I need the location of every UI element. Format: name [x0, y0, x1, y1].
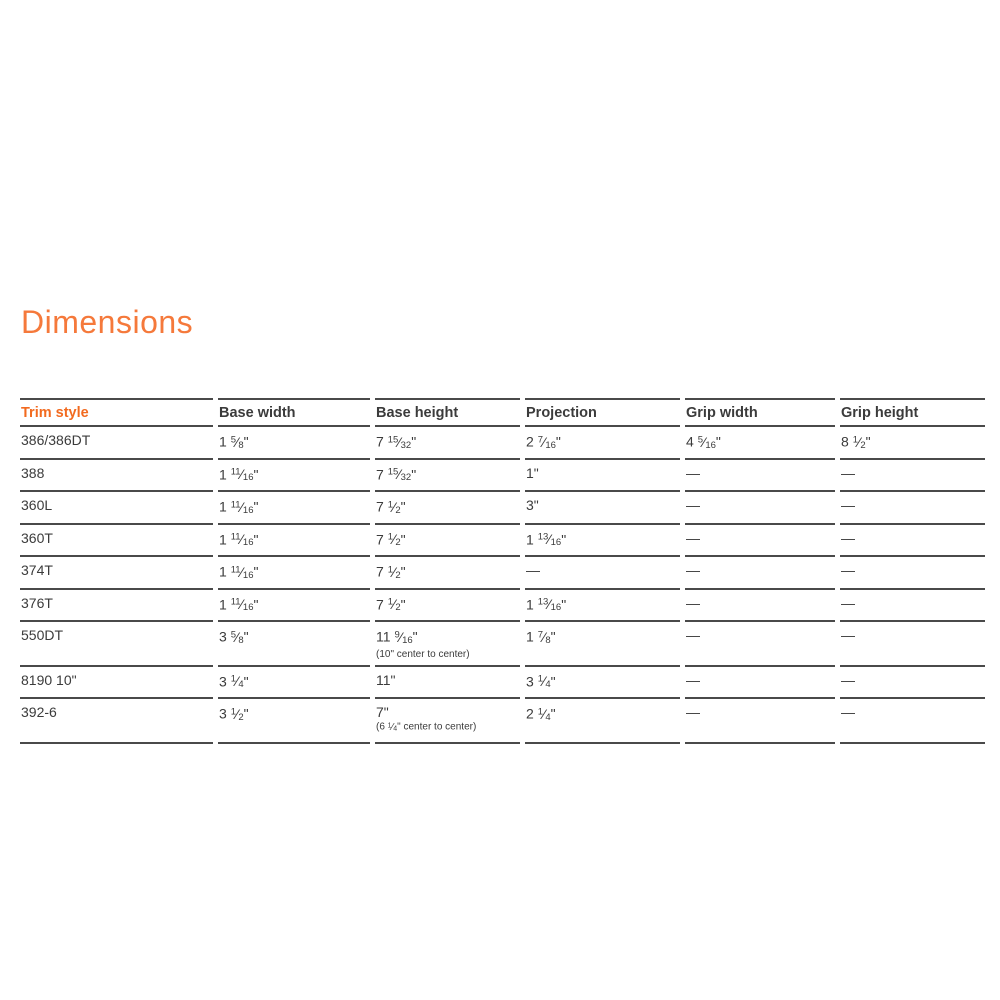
cell-base-height-value: 7 $^{15}⁄_{32}$" [376, 466, 417, 483]
cell-projection: 3 $^1⁄_4$" [525, 665, 680, 698]
cell-base-height-value: 7 $^{15}⁄_{32}$" [376, 433, 417, 451]
cell-base-height-value: 11" [376, 671, 396, 688]
cell-grip-width: — [685, 555, 835, 588]
cell-projection: — [525, 555, 680, 588]
column-header-base-height: Base height [375, 398, 520, 425]
cell-grip-height: — [840, 523, 985, 556]
table-row [20, 620, 985, 665]
cell-base-width: 3 $^5⁄_8$" [218, 620, 370, 665]
page-title: Dimensions [21, 304, 194, 340]
cell-base-height [375, 620, 520, 665]
cell-projection: 1" [525, 458, 680, 491]
cell-base-height [375, 555, 520, 588]
cell-grip-height: — [840, 555, 985, 588]
cell-grip-height: — [840, 697, 985, 744]
cell-base-height-note: (10" center to center) [376, 648, 470, 660]
cell-projection: 1 $^{13}⁄_{16}$" [525, 523, 680, 556]
cell-trim-style: 388 [20, 458, 213, 491]
cell-base-height-value: 7 $^1⁄_2$" [376, 531, 406, 548]
table-row [20, 588, 985, 621]
cell-base-height-value: 7 $^1⁄_2$" [376, 563, 406, 581]
table-row [20, 555, 985, 588]
cell-grip-width: — [685, 665, 835, 698]
cell-projection: 2 $^1⁄_4$" [525, 697, 680, 744]
cell-grip-height: — [840, 490, 985, 523]
cell-base-height [375, 665, 520, 698]
column-header-projection: Projection [525, 398, 680, 425]
cell-trim-style: 360L [20, 490, 213, 523]
cell-base-width: 3 $^1⁄_4$" [218, 665, 370, 698]
column-header-grip-width: Grip width [685, 398, 835, 425]
cell-base-width: 1 $^5⁄_8$" [218, 425, 370, 458]
cell-grip-width: — [685, 490, 835, 523]
cell-base-height-value: 7 $^1⁄_2$" [376, 498, 406, 516]
cell-base-width: 3 $^1⁄_2$" [218, 697, 370, 744]
cell-grip-height: — [840, 665, 985, 698]
table-row [20, 523, 985, 556]
cell-base-height-value: 7" [376, 704, 389, 720]
cell-projection: 1 $^7⁄_8$" [525, 620, 680, 665]
cell-grip-width: — [685, 458, 835, 491]
cell-projection: 2 $^7⁄_{16}$" [525, 425, 680, 458]
cell-grip-height: — [840, 458, 985, 491]
cell-trim-style: 8190 10" [20, 665, 213, 698]
table-header-row [20, 398, 985, 425]
cell-trim-style: 392-6 [20, 697, 213, 744]
table-row [20, 697, 985, 744]
cell-trim-style: 360T [20, 523, 213, 556]
cell-base-height-value: 11 $^9⁄_{16}$" [376, 628, 418, 646]
cell-projection: 3" [525, 490, 680, 523]
cell-base-height [375, 490, 520, 523]
column-header-trim-style: Trim style [20, 398, 213, 425]
table-row [20, 665, 985, 698]
cell-projection: 1 $^{13}⁄_{16}$" [525, 588, 680, 621]
cell-base-width: 1 $^{11}⁄_{16}$" [218, 458, 370, 491]
table-row [20, 458, 985, 491]
cell-base-width: 1 $^{11}⁄_{16}$" [218, 523, 370, 556]
cell-base-height [375, 458, 520, 491]
cell-grip-width: — [685, 523, 835, 556]
cell-base-height-value: 7 $^1⁄_2$" [376, 596, 406, 613]
cell-grip-height: — [840, 588, 985, 621]
cell-base-height [375, 588, 520, 621]
column-header-base-width: Base width [218, 398, 370, 425]
cell-trim-style: 374T [20, 555, 213, 588]
cell-grip-width: — [685, 620, 835, 665]
dimensions-table [15, 398, 990, 744]
cell-grip-width: — [685, 588, 835, 621]
column-header-grip-height: Grip height [840, 398, 985, 425]
cell-base-height [375, 523, 520, 556]
cell-base-height [375, 425, 520, 458]
cell-trim-style: 386/386DT [20, 425, 213, 458]
cell-trim-style: 376T [20, 588, 213, 621]
table-row [20, 490, 985, 523]
cell-base-height-note: (6 $^1⁄_4$" center to center) [376, 721, 477, 733]
cell-grip-width: — [685, 697, 835, 744]
cell-base-width: 1 $^{11}⁄_{16}$" [218, 555, 370, 588]
cell-base-width: 1 $^{11}⁄_{16}$" [218, 490, 370, 523]
table-body [20, 425, 985, 744]
cell-grip-width: 4 $^5⁄_{16}$" [685, 425, 835, 458]
cell-base-width: 1 $^{11}⁄_{16}$" [218, 588, 370, 621]
cell-grip-height: — [840, 620, 985, 665]
cell-grip-height: 8 $^1⁄_2$" [840, 425, 985, 458]
cell-base-height [375, 697, 520, 744]
cell-trim-style: 550DT [20, 620, 213, 665]
table-row [20, 425, 985, 458]
